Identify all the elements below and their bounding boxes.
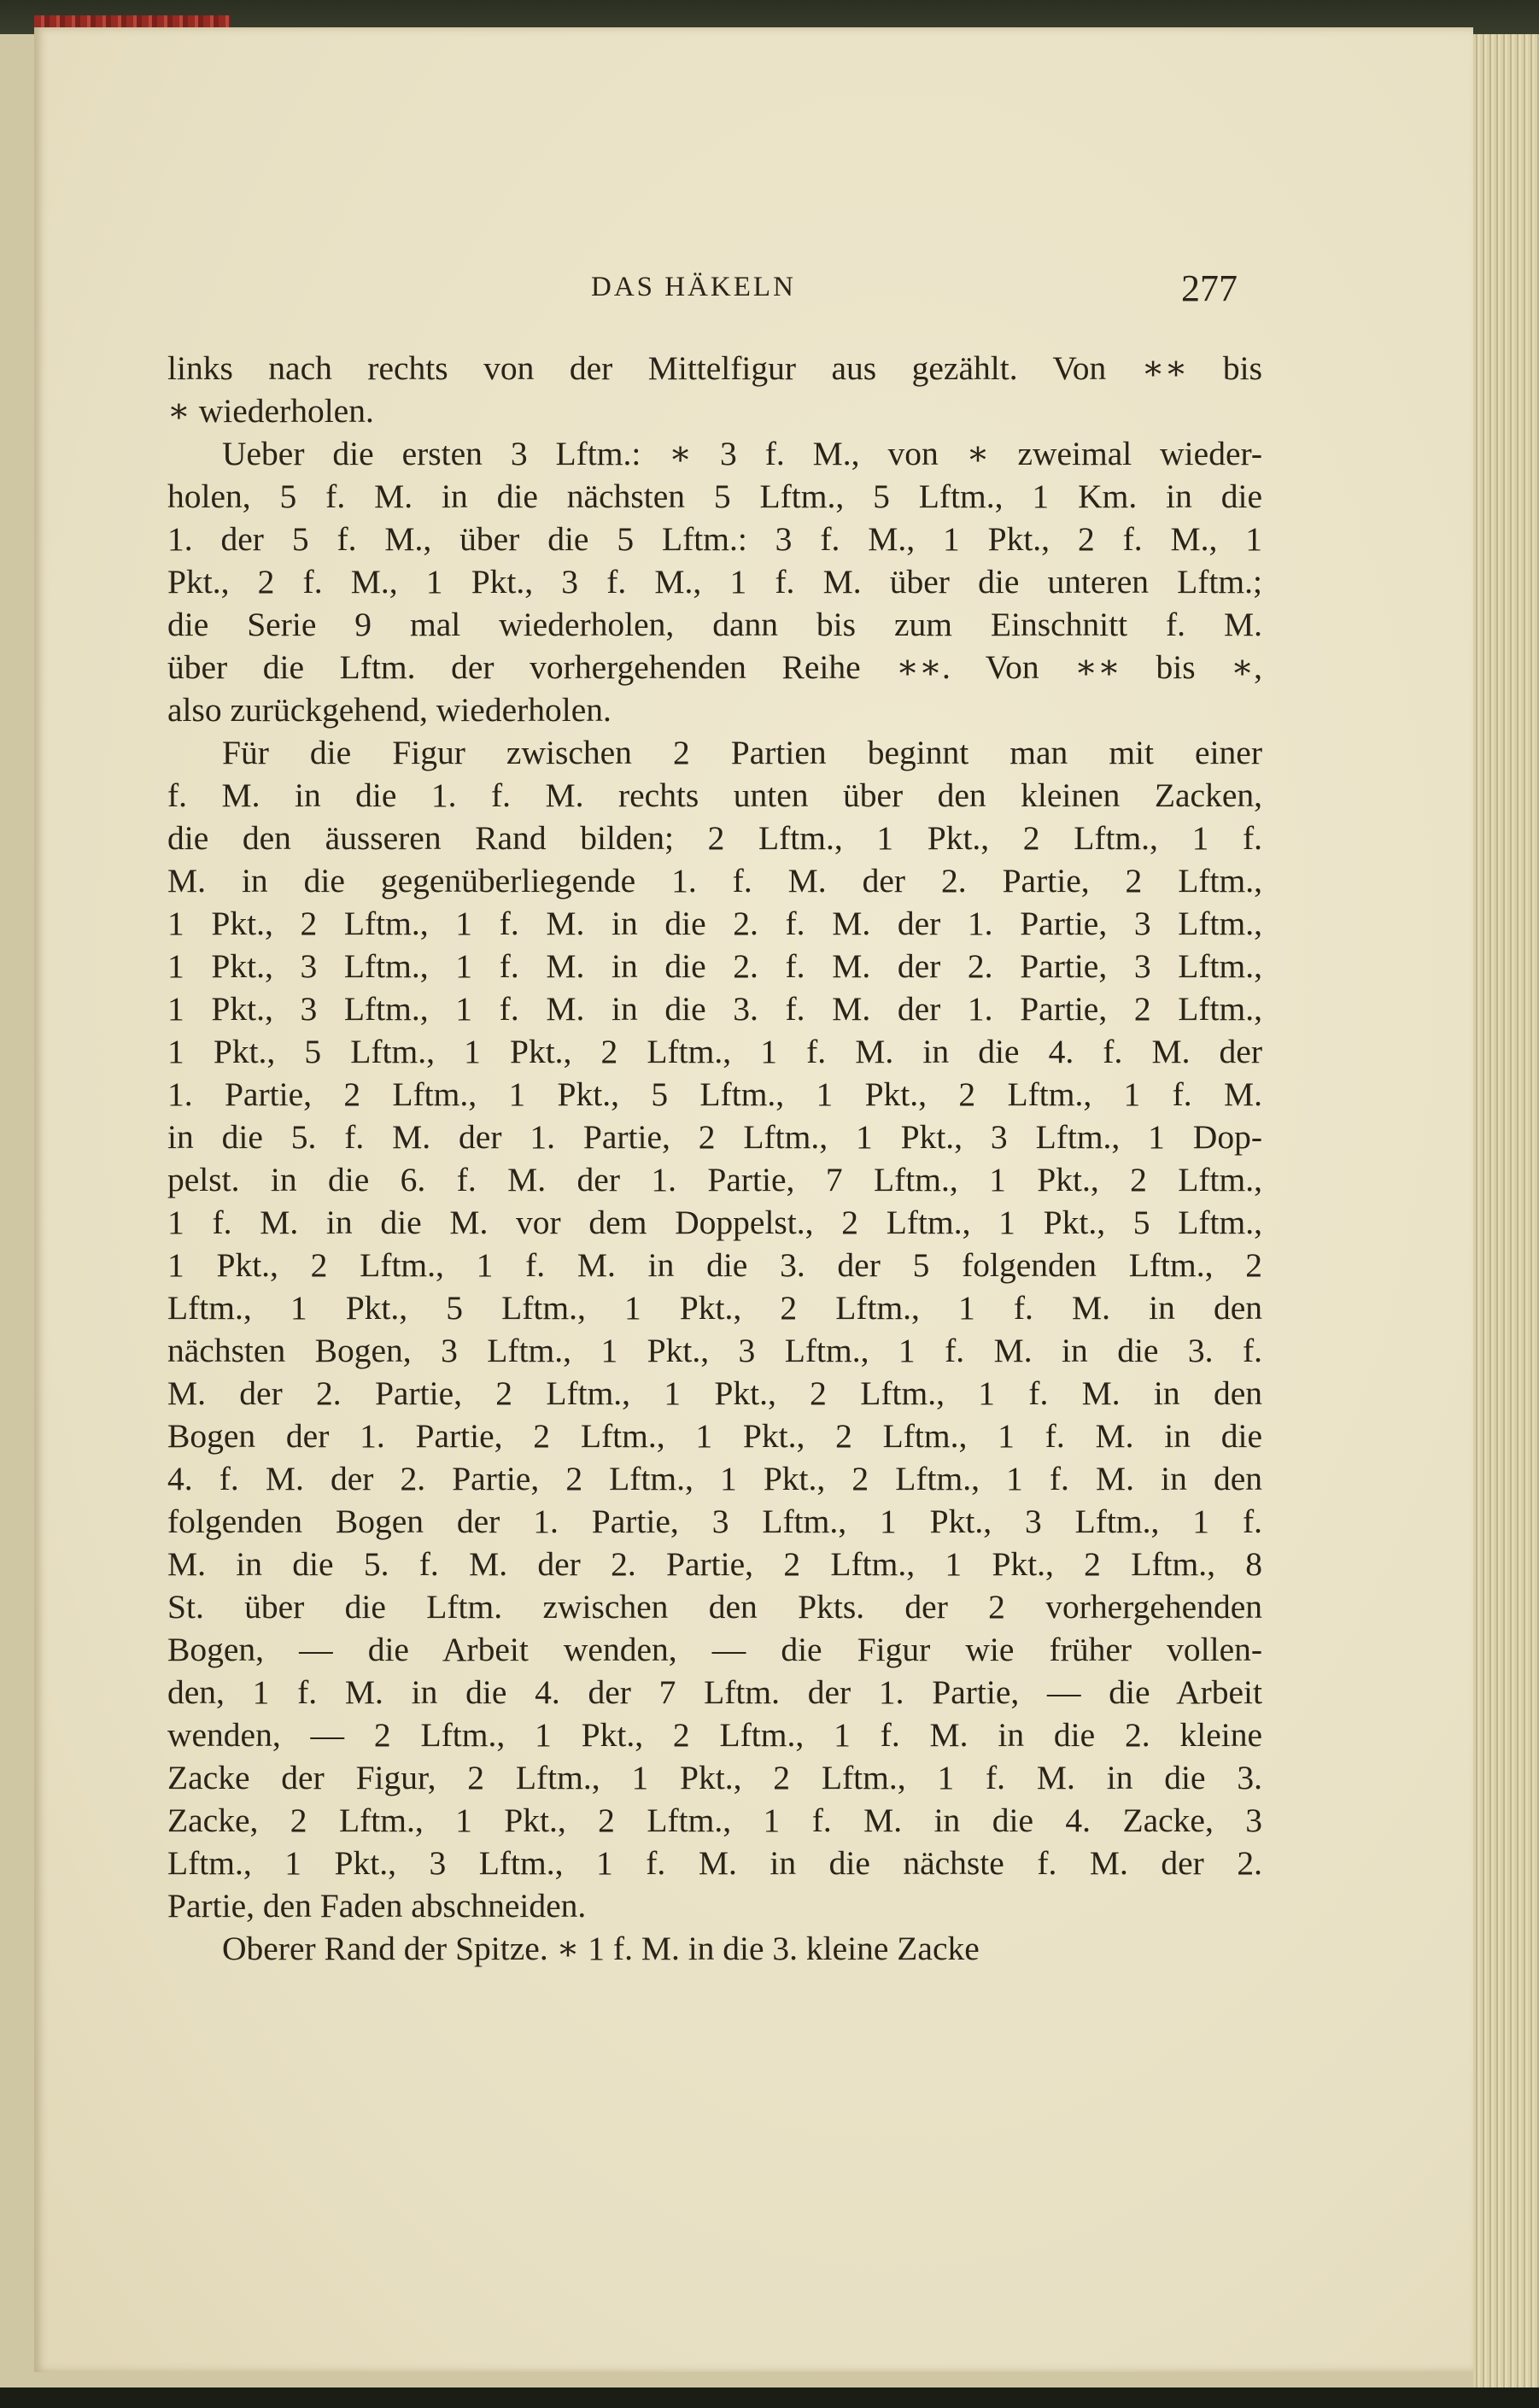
binding-bottom-band	[0, 2387, 1539, 2408]
text-line: 1 Pkt., 3 Lftm., 1 f. M. in die 3. f. M. der 1. Partie, 2 Lftm.,	[167, 990, 1262, 1028]
text-line: holen, 5 f. M. in die nächsten 5 Lftm., 5 Lftm., 1 Km. in die	[167, 477, 1262, 515]
text-line: 1 Pkt., 3 Lftm., 1 f. M. in die 2. f. M. der 2. Partie, 3 Lftm.,	[167, 947, 1262, 985]
text-line: über die Lftm. der vorhergehenden Reihe ∗∗. Von ∗∗ bis ∗,	[167, 648, 1262, 686]
paragraph	[167, 1927, 1262, 1970]
text-line: M. in die gegenüberliegende 1. f. M. der 2. Partie, 2 Lftm.,	[167, 862, 1262, 899]
running-head-title: DAS HÄKELN	[591, 272, 796, 302]
text-line: Pkt., 2 f. M., 1 Pkt., 3 f. M., 1 f. M. über die unteren Lftm.;	[167, 563, 1262, 601]
text-line: 4. f. M. der 2. Partie, 2 Lftm., 1 Pkt., 2 Lftm., 1 f. M. in den	[167, 1460, 1262, 1497]
text-line: 1 f. M. in die M. vor dem Doppelst., 2 Lftm., 1 Pkt., 5 Lftm.,	[167, 1204, 1262, 1241]
paragraph	[167, 432, 1262, 731]
paragraph	[167, 731, 1262, 1927]
text-line: Lftm., 1 Pkt., 5 Lftm., 1 Pkt., 2 Lftm., 1 f. M. in den	[167, 1289, 1262, 1327]
page-edges	[1473, 34, 1539, 2392]
text-line: 1 Pkt., 5 Lftm., 1 Pkt., 2 Lftm., 1 f. M. in die 4. f. M. der	[167, 1033, 1262, 1070]
text-line: Zacke der Figur, 2 Lftm., 1 Pkt., 2 Lftm., 1 f. M. in die 3.	[167, 1759, 1262, 1796]
text-line: St. über die Lftm. zwischen den Pkts. der 2 vorhergehenden	[167, 1588, 1262, 1626]
text-line: wenden, — 2 Lftm., 1 Pkt., 2 Lftm., 1 f. M. in die 2. kleine	[167, 1716, 1262, 1754]
running-head	[0, 267, 1539, 318]
text-line: 1. der 5 f. M., über die 5 Lftm.: 3 f. M., 1 Pkt., 2 f. M., 1	[167, 520, 1262, 558]
text-line: 1 Pkt., 2 Lftm., 1 f. M. in die 3. der 5 folgenden Lftm., 2	[167, 1246, 1262, 1284]
text-line: die Serie 9 mal wiederholen, dann bis zum Einschnitt f. M.	[167, 606, 1262, 643]
text-line: 1. Partie, 2 Lftm., 1 Pkt., 5 Lftm., 1 Pkt., 2 Lftm., 1 f. M.	[167, 1075, 1262, 1113]
text-line: f. M. in die 1. f. M. rechts unten über den kleinen Zacken,	[167, 776, 1262, 814]
text-line: Bogen, — die Arbeit wenden, — die Figur wie früher vollen-	[167, 1631, 1262, 1668]
text-line: M. in die 5. f. M. der 2. Partie, 2 Lftm., 1 Pkt., 2 Lftm., 8	[167, 1545, 1262, 1583]
text-line: ∗ wiederholen.	[167, 392, 374, 430]
text-line: in die 5. f. M. der 1. Partie, 2 Lftm., 1 Pkt., 3 Lftm., 1 Dop-	[167, 1118, 1262, 1156]
text-line: Für die Figur zwischen 2 Partien beginnt man mit einer	[222, 734, 1262, 771]
text-line: die den äusseren Rand bilden; 2 Lftm., 1 Pkt., 2 Lftm., 1 f.	[167, 819, 1262, 857]
text-line: M. der 2. Partie, 2 Lftm., 1 Pkt., 2 Lftm., 1 f. M. in den	[167, 1374, 1262, 1412]
text-line: Bogen der 1. Partie, 2 Lftm., 1 Pkt., 2 Lftm., 1 f. M. in die	[167, 1417, 1262, 1455]
text-line: Partie, den Faden abschneiden.	[167, 1887, 587, 1925]
text-line: Lftm., 1 Pkt., 3 Lftm., 1 f. M. in die nächste f. M. der 2.	[167, 1844, 1262, 1882]
body-text	[167, 347, 1262, 1970]
text-line: Oberer Rand der Spitze. ∗ 1 f. M. in die 3. kleine Zacke	[222, 1930, 980, 1967]
text-line: den, 1 f. M. in die 4. der 7 Lftm. der 1. Partie, — die Arbeit	[167, 1673, 1262, 1711]
text-line: pelst. in die 6. f. M. der 1. Partie, 7 Lftm., 1 Pkt., 2 Lftm.,	[167, 1161, 1262, 1198]
text-line: links nach rechts von der Mittelfigur aus gezählt. Von ∗∗ bis	[167, 349, 1262, 387]
paragraph	[167, 347, 1262, 432]
text-line: Ueber die ersten 3 Lftm.: ∗ 3 f. M., von ∗ zweimal wieder-	[222, 435, 1262, 472]
page-number: 277	[1181, 267, 1238, 309]
text-line: also zurückgehend, wiederholen.	[167, 691, 612, 729]
text-line: 1 Pkt., 2 Lftm., 1 f. M. in die 2. f. M. der 1. Partie, 3 Lftm.,	[167, 905, 1262, 942]
text-line: Zacke, 2 Lftm., 1 Pkt., 2 Lftm., 1 f. M. in die 4. Zacke, 3	[167, 1802, 1262, 1839]
text-line: nächsten Bogen, 3 Lftm., 1 Pkt., 3 Lftm., 1 f. M. in die 3. f.	[167, 1332, 1262, 1369]
text-line: folgenden Bogen der 1. Partie, 3 Lftm., 1 Pkt., 3 Lftm., 1 f.	[167, 1503, 1262, 1540]
